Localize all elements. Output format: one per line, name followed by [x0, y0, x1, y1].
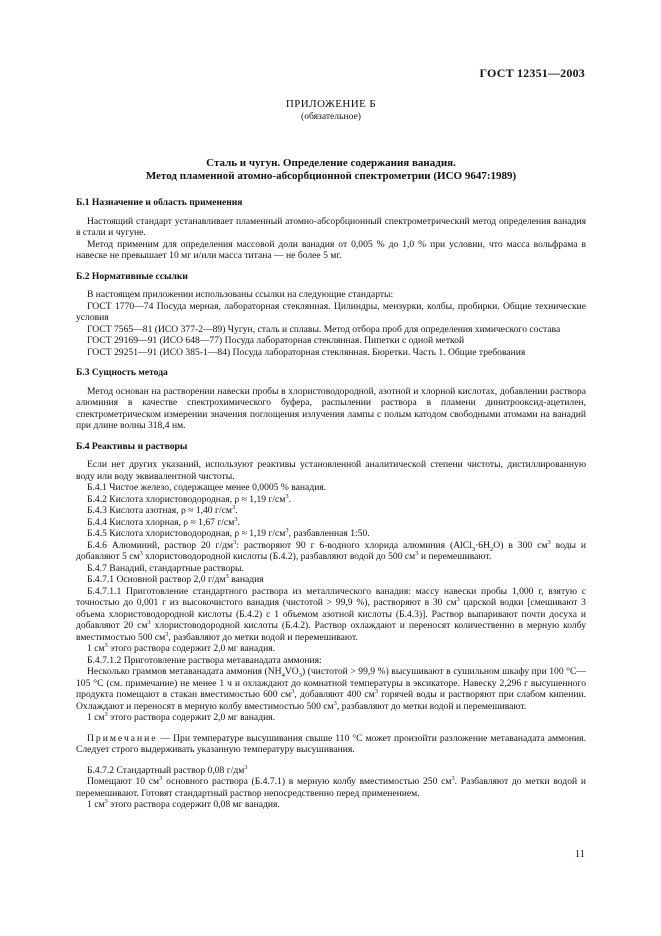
reference-item: ГОСТ 29251—91 (ИСО 385-1—84) Посуда лабораторная стеклянная. Бюретки. Часть 1. Общие требования [87, 346, 526, 358]
note: Примечание — При температуре высушивания свыше 110 °C может произойти разложение метаванадата аммония. Следует строго выдерживать указанную температуру высушивания. [76, 732, 586, 755]
reagent-item: Б.4.1 Чистое железо, содержащее менее 0,0005 % ванадия. [87, 482, 327, 493]
reagent-item: Б.4.5 Кислота хлористоводородная, ρ ≈ 1,19 $г/см^3$, разбавленная 1:50. [87, 526, 370, 539]
note-label: Примечание [87, 732, 158, 744]
section-b2 [76, 271, 586, 359]
section-heading: Б.1 Назначение и область применения [76, 197, 243, 208]
paragraph: Настоящий стандарт устанавливает пламенный атомно-абсорбционный спектрометрический метод определения ванадия в стали и чугуне. [76, 215, 586, 238]
reagent-item: Б.4.6 Алюминий, раствор 20 $г/дм^3$: растворяют 90 г 6-водного хлорида алюминия $(AlCl_3\cdot 6H_2O)$ в 300 $см^3$ воды и добавляют 5 $см^3$ хлористоводородной кислоты (Б.4.2), разбавляют водой до 500 $см^3$ и перемешивают. [76, 538, 586, 562]
section-b3 [76, 367, 586, 432]
document-title-line2: Метод пламенной атомно-абсорбционной спектрометрии (ИСО 9647:1989) [145, 170, 517, 182]
reagent-item: Б.4.7.2 Стандартный раствор 0,08 $г/дм^3$ [87, 763, 248, 776]
document-title-line1: Сталь и чугун. Определение содержания ванадия. [206, 157, 456, 169]
section-b1 [76, 197, 586, 262]
reference-item: ГОСТ 7565—81 (ИСО 377-2—89) Чугун, сталь и сплавы. Метод отбора проб для определения химического состава [87, 323, 561, 335]
appendix-title: ПРИЛОЖЕНИЕ Б [285, 98, 377, 110]
section-heading: Б.4 Реактивы и растворы [76, 440, 188, 452]
reagent-item: Б.4.4 Кислота хлорная, ρ ≈ 1,67 $г/см^3$. [87, 515, 240, 528]
reagent-item: Б.4.7.1 Основной раствор 2,0 $г/дм^3$ ванадия [87, 572, 264, 585]
paragraph: Помещают 10 $см^3$ основного раствора (Б.4.7.1) в мерную колбу вместимостью 250 $см^3$. Разбавляют до метки водой и перемешивают. Готовят стандартный раствор непосредственно перед применением. [76, 774, 586, 799]
reagent-item: Б.4.3 Кислота азотная, ρ ≈ 1,40 $г/см^3$. [87, 503, 238, 516]
section-b4 [76, 441, 586, 811]
standard-header: ГОСТ 12351—2003 [479, 66, 585, 80]
appendix-status: (обязательное) [301, 111, 361, 122]
content [76, 98, 586, 820]
reference-item: ГОСТ 1770—74 Посуда мерная, лабораторная стеклянная. Цилиндры, мензурки, колбы, пробирки. Общие технические условия [76, 300, 586, 323]
paragraph: 1 $см^3$ этого раствора содержит 0,08 мг ванадия. [87, 797, 280, 810]
paragraph: Несколько граммов метаванадата аммония $(NH_4VO_3)$ (чистотой > 99,9 %) высушивают в сушильном шкафу при 100 °C—105 °C (см. примечание) не менее 1 ч и охлаждают до комнатной температуры в эксикаторе. Навеску 2,296 г высушенного продукта помещают в стакан вместимостью 600 $см^3$, добавляют 400 $см^3$ горячей воды и растворяют при слабом кипении. Охлаждают и переносят в мерную колбу вместимостью 500 $см^3$, разбавляют до метки водой и перемешивают. [76, 666, 586, 712]
paragraph: 1 $см^3$ этого раствора содержит 2,0 мг ванадия. [87, 710, 276, 723]
reference-item: ГОСТ 29169—91 (ИСО 648—77) Посуда лабораторная стеклянная. Пипетки с одной меткой [87, 335, 465, 346]
reagent-item: Б.4.7 Ванадий, стандартные растворы. [87, 562, 244, 574]
page-number: 11 [574, 849, 585, 860]
reagent-item: Б.4.2 Кислота хлористоводородная, ρ ≈ 1,19 $г/см^3$. [87, 492, 292, 505]
paragraph: 1 $см^3$ этого раствора содержит 2,0 мг ванадия. [87, 641, 276, 654]
reagent-item: Б.4.7.1.2 Приготовление раствора метаванадата аммония: [87, 654, 322, 666]
paragraph: В настоящем приложении использованы ссылки на следующие стандарты: [87, 289, 394, 300]
paragraph: Метод основан на растворении навески пробы в хлористоводородной, азотной и хлорной кислотах, добавлении раствора алюминия в качестве спектрохимического буфера, распылении раствора в пламени динитрооксид-ацетилен, спектрометрическом измерении значения поглощения излучения лампы с полым катодом свободными атомами на ванадий при длине волны 318,4 нм. [76, 385, 586, 431]
section-heading: Б.2 Нормативные ссылки [76, 270, 188, 282]
paragraph: Метод применим для определения массовой доли ванадия от 0,005 % до 1,0 % при условии, что масса вольфрама в навеске не превышает 10 мг и/или масса титана — не более 5 мг. [76, 238, 586, 261]
document-title [76, 157, 586, 183]
paragraph: Если нет других указаний, используют реактивы установленной аналитической степени чистоты, дистиллированную воду или воду эквивалентной чистоты. [76, 459, 586, 482]
reagent-item: Б.4.7.1.1 Приготовление стандартного раствора из металлического ванадия: массу навески пробы 1,000 г, взятую с точностью до 0,001 г из высокочистого ванадия (чистотой > 99,9 %), растворяют в 30 $см^3$ царской водки [смешивают 3 объема хлористоводородной кислоты (Б.4.2) с 1 объемом азотной кислоты (Б.4.3)]. Раствор выпаривают почти досуха и добавляют 20 $см^3$ хлористоводородной кислоты (Б.4.2). Раствор охлаждают и переносят количественно в мерную колбу вместимостью 500 $см^3$, разбавляют до метки водой и перемешивают. [76, 585, 587, 643]
section-heading: Б.3 Сущность метода [76, 367, 168, 378]
